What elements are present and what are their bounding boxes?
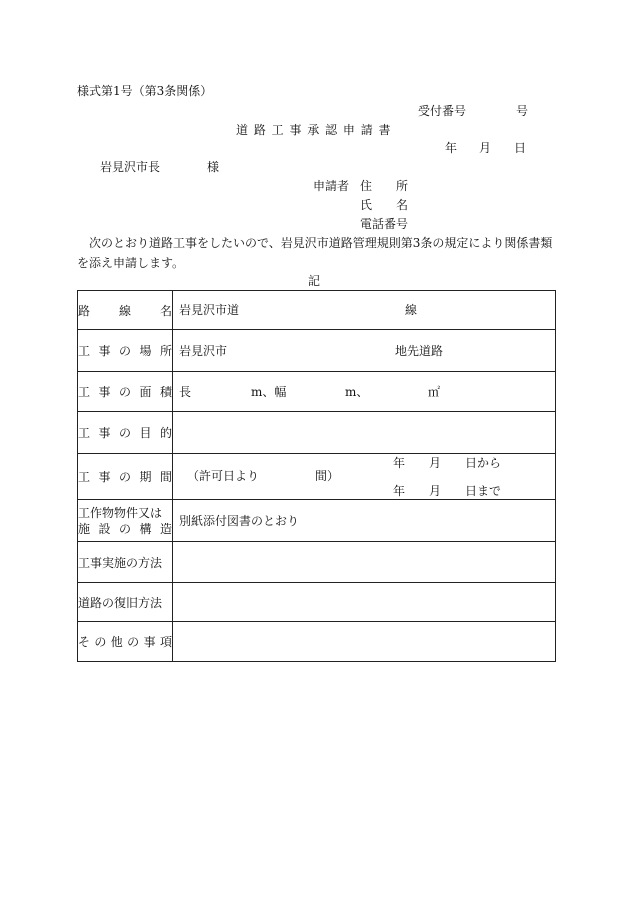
- table-row: [78, 542, 556, 583]
- construction-area-field[interactable]: [173, 372, 556, 412]
- route-prefix: 岩見沢市道: [179, 303, 240, 317]
- label-line-2-spread: [78, 521, 172, 537]
- name-label: 氏 名: [360, 198, 409, 212]
- label-spread: [78, 554, 172, 571]
- label-char: 目: [139, 426, 152, 440]
- document-title: 道 路 工 事 承 認 申 請 書: [236, 123, 392, 137]
- table-row: [78, 291, 556, 330]
- label-other-matters: [78, 622, 173, 662]
- label-char: 積: [159, 385, 172, 399]
- label-char: の: [118, 521, 131, 536]
- honorific: 様: [207, 160, 220, 174]
- table-row: [78, 372, 556, 412]
- label-text: 工事実施の方法: [78, 555, 163, 570]
- label-char: 線: [118, 303, 131, 318]
- form-number: 様式第1号（第3条関係）: [77, 84, 213, 98]
- structure-value: 別紙添付図書のとおり: [179, 514, 300, 528]
- receipt-number-suffix: 号: [516, 104, 529, 118]
- table-row: [78, 330, 556, 372]
- label-construction-period: [78, 454, 173, 500]
- addressee: 岩見沢市長: [100, 160, 161, 174]
- structure-field[interactable]: [173, 500, 556, 542]
- label-char: 事: [98, 426, 111, 440]
- route-suffix: 線: [405, 303, 418, 317]
- label-text: 道路の復旧方法: [78, 595, 163, 610]
- label-implementation-method: [78, 542, 173, 583]
- date-year: 年: [445, 141, 458, 155]
- label-char: 事: [143, 635, 156, 649]
- label-char: 項: [159, 635, 172, 649]
- address-label: 住 所: [360, 179, 409, 193]
- construction-place-field[interactable]: [173, 330, 556, 372]
- label-char: 他: [110, 635, 123, 649]
- label-char: 工: [78, 385, 91, 399]
- table-row: [78, 454, 556, 500]
- label-char: 間: [159, 470, 172, 484]
- label-char: 設: [98, 521, 111, 536]
- label-spread: [78, 424, 172, 441]
- length-unit-width-label: m、幅: [251, 385, 287, 399]
- table-row: [78, 500, 556, 542]
- date-month: 月: [479, 141, 492, 155]
- label-two-line: [78, 505, 172, 537]
- label-char: 施: [78, 521, 91, 536]
- label-construction-purpose: [78, 412, 173, 454]
- label-char: 面: [139, 385, 152, 399]
- restoration-method-field[interactable]: [173, 583, 556, 622]
- applicant-label: 申請者: [313, 179, 350, 193]
- label-char: 工: [78, 344, 91, 358]
- area-unit: ㎡: [428, 385, 441, 399]
- width-unit: m、: [345, 385, 369, 399]
- table-row: [78, 583, 556, 622]
- label-spread: [78, 302, 172, 319]
- ki-heading: 記: [308, 274, 321, 288]
- label-line-1: 工作物物件又は: [78, 505, 163, 520]
- phone-label: 電話番号: [360, 217, 409, 231]
- label-char: の: [118, 344, 131, 358]
- label-char: 的: [159, 426, 172, 440]
- start-year: 年: [393, 456, 406, 470]
- period-from-text: （許可日より: [187, 469, 260, 483]
- end-month: 月: [429, 484, 442, 498]
- label-char: 所: [159, 344, 172, 358]
- label-char: そ: [78, 635, 91, 649]
- label-char: 名: [159, 303, 172, 318]
- other-matters-field[interactable]: [173, 622, 556, 662]
- label-spread: [78, 468, 172, 485]
- receipt-number-label: 受付番号: [418, 104, 467, 118]
- label-char: の: [94, 635, 107, 649]
- label-restoration-method: [78, 583, 173, 622]
- label-construction-area: [78, 372, 173, 412]
- label-char: 事: [98, 344, 111, 358]
- label-char: 工: [78, 426, 91, 440]
- paragraph-line-2: を添え申請します。: [77, 256, 185, 270]
- label-structure: [78, 500, 173, 542]
- start-month: 月: [429, 456, 442, 470]
- label-char: の: [127, 635, 140, 649]
- date-day: 日: [514, 141, 527, 155]
- label-char: 事: [98, 385, 111, 399]
- label-spread: [78, 594, 172, 611]
- start-day: 日から: [465, 456, 502, 470]
- place-prefix: 岩見沢市: [179, 344, 228, 358]
- table-row: [78, 412, 556, 454]
- label-char: の: [118, 426, 131, 440]
- label-char: 場: [139, 344, 152, 358]
- length-label: 長: [179, 385, 192, 399]
- implementation-method-field[interactable]: [173, 542, 556, 583]
- period-between: 間）: [315, 469, 340, 483]
- end-year: 年: [393, 484, 406, 498]
- label-construction-place: [78, 330, 173, 372]
- label-char: の: [118, 470, 131, 484]
- table-row: [78, 622, 556, 662]
- application-table: [77, 290, 556, 662]
- label-route-name: [78, 291, 173, 330]
- label-char: 造: [159, 521, 172, 536]
- label-spread: [78, 383, 172, 400]
- label-spread: [78, 633, 172, 650]
- construction-purpose-field[interactable]: [173, 412, 556, 454]
- label-char: 路: [78, 303, 91, 318]
- end-day: 日まで: [465, 484, 502, 498]
- label-char: の: [118, 385, 131, 399]
- construction-period-field[interactable]: [173, 454, 556, 500]
- place-suffix: 地先道路: [395, 344, 444, 358]
- label-char: 構: [139, 521, 152, 536]
- label-char: 工: [78, 470, 91, 484]
- label-spread: [78, 342, 172, 359]
- paragraph-line-1: 次のとおり道路工事をしたいので、岩見沢市道路管理規則第3条の規定により関係書類: [89, 236, 553, 250]
- route-name-field[interactable]: [173, 291, 556, 330]
- label-char: 期: [139, 470, 152, 484]
- label-char: 事: [98, 470, 111, 484]
